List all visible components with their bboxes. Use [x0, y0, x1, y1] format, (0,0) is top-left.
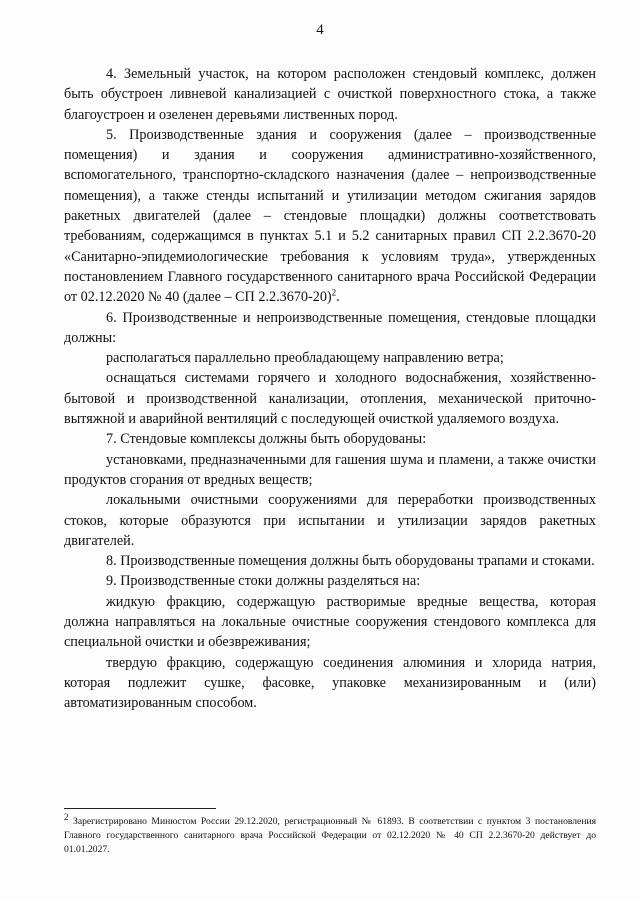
footnote-separator — [64, 808, 216, 809]
footnote-text: Зарегистрировано Минюстом России 29.12.2020, регистрационный № 61893. В соответствии с пунктом 3 постановления Главного государственного санитарного врача Российской Федерации от 02.12.2020 № 40 СП 2.2.3670-20 действует до 01.01.2027. — [64, 816, 596, 855]
document-body — [64, 64, 596, 714]
paragraph-6-item-2: оснащаться системами горячего и холодного водоснабжения, хозяйственно-бытовой и производственной канализации, отопления, механической приточно-вытяжной и аварийной вентиляций с последующей очисткой удаляемого воздуха. — [64, 370, 596, 428]
page-number: 4 — [316, 22, 324, 38]
paragraph-7-item-2: локальными очистными сооружениями для переработки производственных стоков, которые образуются при испытании и утилизации зарядов ракетных двигателей. — [64, 492, 596, 549]
paragraph-5-text: 5. Производственные здания и сооружения (далее – производственные помещения) и здания и сооружения административно-хозяйственного, вспомогательного, транспортно-складского назначения (далее – непроизводственные помещения), а также стенды испытаний и утилизации методом сжигания зарядов ракетных двигателей (далее – стендовые площадки) должны соответствовать требованиям, содержащимся в пунктах 5.1 и 5.2 санитарных правил СП 2.2.3670-20 «Санитарно-эпидемиологические требования к условиям труда», утвержденных постановлением Главного государственного санитарного врача Российской Федерации от 02.12.2020 № 40 (далее – СП 2.2.3670-20) — [64, 126, 596, 306]
paragraph-9-item-2: твердую фракцию, содержащую соединения алюминия и хлорида натрия, которая подлежит сушке, фасовке, упаковке механизированным и (или) автоматизированным способом. — [64, 654, 596, 712]
paragraph-4: 4. Земельный участок, на котором расположен стендовый комплекс, должен быть обустроен ливневой канализацией с очисткой поверхностного стока, а также благоустроен и озеленен деревьями лиственных пород. — [64, 66, 596, 123]
paragraph-8: 8. Производственные помещения должны быть оборудованы трапами и стоками. — [106, 553, 595, 570]
paragraph-6-item-1: располагаться параллельно преобладающему направлению ветра; — [106, 350, 504, 367]
paragraph-5 — [64, 125, 596, 308]
paragraph-5-end: . — [336, 289, 340, 306]
paragraph-9: 9. Производственные стоки должны разделяться на: — [106, 573, 421, 590]
paragraph-7: 7. Стендовые комплексы должны быть оборудованы: — [106, 431, 427, 448]
paragraph-9-item-1: жидкую фракцию, содержащую растворимые вредные вещества, которая должна направляться на локальные очистные сооружения стендового комплекса для специальной очистки и обезвреживания; — [64, 593, 596, 651]
footnote — [64, 811, 596, 857]
footnote-reference: 2 — [331, 287, 337, 298]
paragraph-7-item-1: установками, предназначенными для гашения шума и пламени, а также очистки продуктов сгорания от вредных веществ; — [64, 451, 596, 488]
footnote-marker: 2 — [64, 811, 69, 822]
paragraph-6: 6. Производственные и непроизводственные помещения, стендовые площадки должны: — [64, 309, 596, 346]
